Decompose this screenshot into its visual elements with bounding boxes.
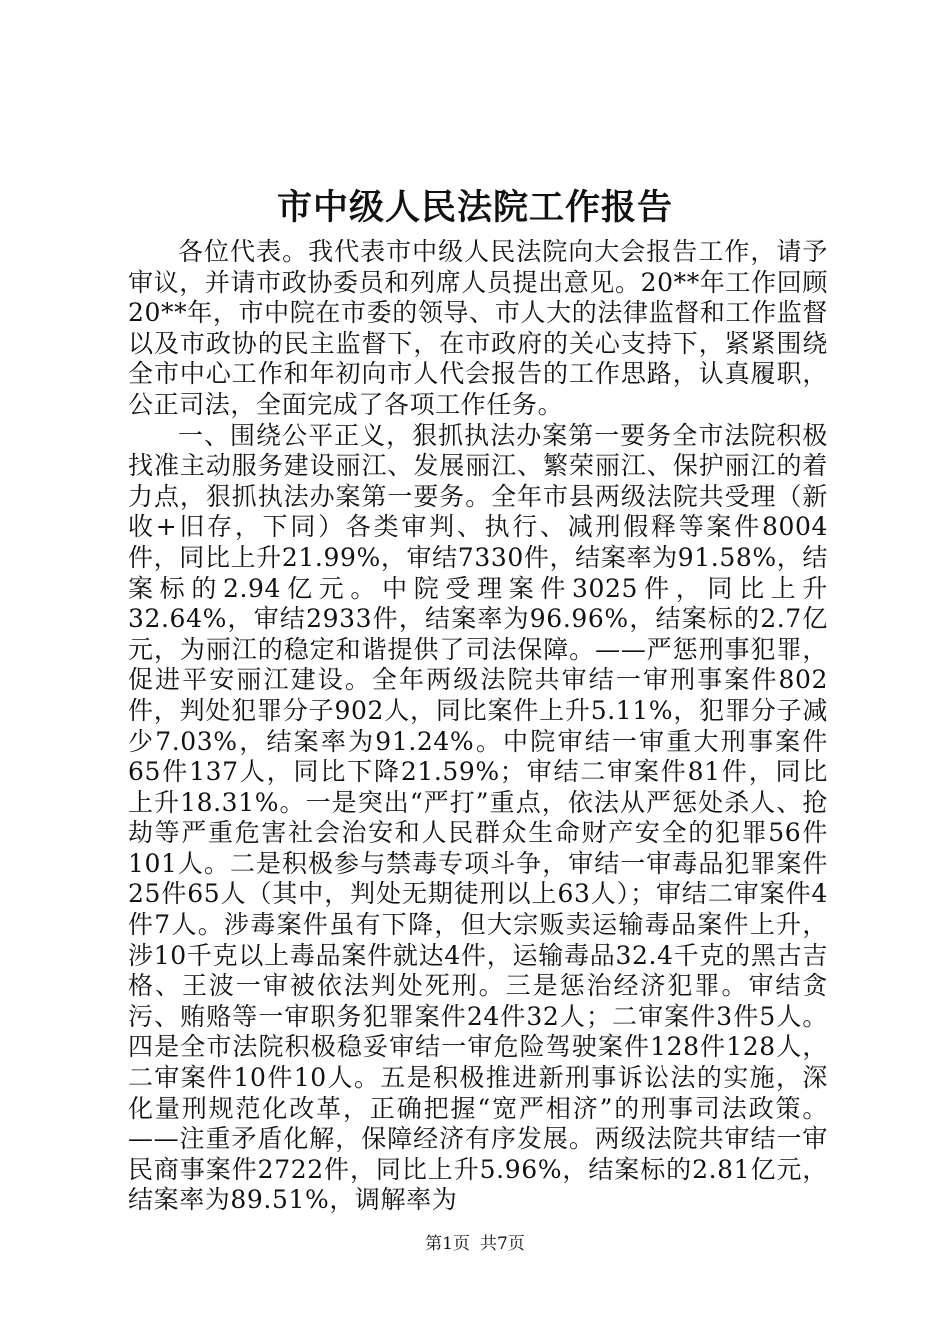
page-number: 第1页 (425, 1234, 470, 1254)
paragraph-opening: 各位代表。我代表市中级人民法院向大会报告工作，请予审议，并请市政协委员和列席人员提出意见。20**年工作回顾20**年，市中院在市委的领导、市人大的法律监督和工作监督以及市政协的民主监督下，在市政府的关心支持下，紧紧围绕全市中心工作和年初向市人代会报告的工作思路，认真履职，公正司法，全面完成了各项工作任务。 (128, 237, 828, 419)
paragraph-section-one: 一、围绕公平正义，狠抓执法办案第一要务全市法院积极找准主动服务建设丽江、发展丽江、繁荣丽江、保护丽江的着力点，狠抓执法办案第一要务。全年市县两级法院共受理（新收+旧存，下同）各类审判、执行、减刑假释等案件8004件，同比上升21.99%，审结7330件，结案率为91.58%，结案标的2.94亿元。中院受理案件3025件，同比上升32.64%，审结2933件，结案率为96.96%，结案标的2.7亿元，为丽江的稳定和谐提供了司法保障。——严惩刑事犯罪，促进平安丽江建设。全年两级法院共审结一审刑事案件802件，判处犯罪分子902人，同比案件上升5.11%，犯罪分子减少7.03%，结案率为91.24%。中院审结一审重大刑事案件65件137人，同比下降21.59%；审结二审案件81件，同比上升18.31%。一是突出“严打”重点，依法从严惩处杀人、抢劫等严重危害社会治安和人民群众生命财产安全的犯罪56件101人。二是积极参与禁毒专项斗争，审结一审毒品犯罪案件25件65人（其中，判处无期徒刑以上63人）；审结二审案件4件7人。涉毒案件虽有下降，但大宗贩卖运输毒品案件上升，涉10千克以上毒品案件就达4件，运输毒品32.4千克的黑古吉格、王波一审被依法判处死刑。三是惩治经济犯罪。审结贪污、贿赂等一审职务犯罪案件24件32人；二审案件3件5人。四是全市法院积极稳妥审结一审危险驾驶案件128件128人，二审案件10件10人。五是积极推进新刑事诉讼法的实施，深化量刑规范化改革，正确把握“宽严相济”的刑事司法政策。——注重矛盾化解，保障经济有序发展。两级法院共审结一审民商事案件2722件，同比上升5.96%，结案标的2.81亿元，结案率为89.51%，调解率为 (128, 420, 828, 1215)
document-body (128, 237, 828, 1216)
page-footer (0, 1232, 950, 1256)
document-title: 市中级人民法院工作报告 (276, 187, 673, 228)
page-total: 共7页 (480, 1234, 525, 1254)
